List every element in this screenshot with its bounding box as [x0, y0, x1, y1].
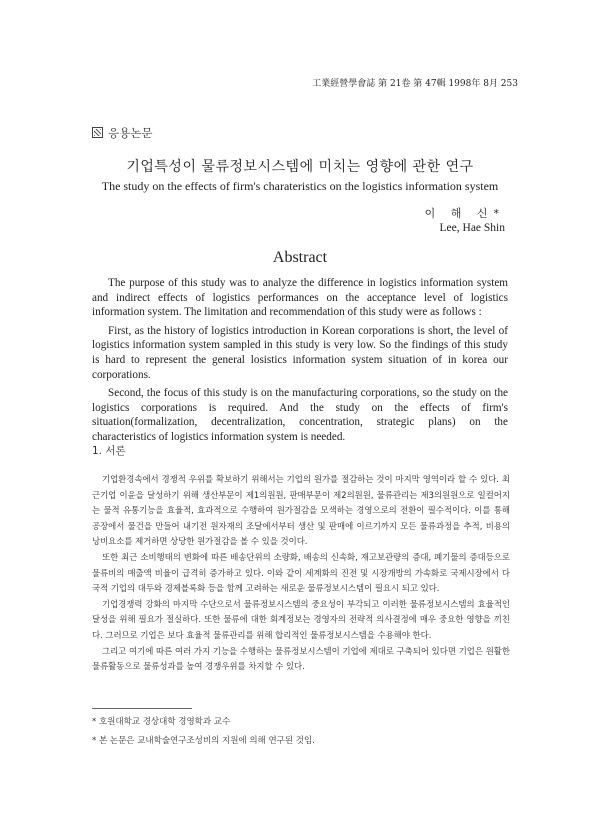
footnote: * 호원대학교 경상대학 경영학과 교수	[92, 717, 231, 727]
abstract-paragraph: First, as the history of logistics introduction in Korean corporations is short, the level of logistics information system sampled in this study is very low. So the findings of this study is hard to represent the general losistics information system situation of in korea our corporations.	[92, 324, 508, 381]
body-paragraph: 기업경쟁력 강화의 마지막 수단으로서 물류정보시스템의 중요성이 부각되고 이러한 물류정보시스템의 효율적인 달성을 위해 필요가 절실하다. 또한 물류에 대한 회계정보는 경영자의 전략적 의사결정에 매우 중요한 영향을 끼친다. 그러므로 기업은 보다 효율적 물류관리를 위해 합리적인 물류정보시스템을 수용해야 한다.	[92, 598, 510, 640]
checkbox-icon	[92, 127, 103, 138]
title-english: The study on the effects of firm's charateristics on the logistics information system	[101, 179, 499, 193]
abstract-paragraph: Second, the focus of this study is on the manufacturing corporations, so the study on the logistics corporations is required. And the study on the effects of firm's situation(formalization, decentralization, concentration, strategic plans) on the characteristics of logistics information system is needed.	[92, 387, 508, 443]
abstract-paragraph: The purpose of this study was to analyze the difference in logistics information system and indirect effects of logistics performances on the acceptance level of logistics information system. The limitation and recommendation of this study were as follows :	[92, 277, 508, 319]
running-header: 工業經營學會誌 第 21卷 第 47輯 1998年 8月 253	[312, 79, 518, 89]
abstract-body	[92, 276, 508, 449]
abstract-heading: Abstract	[272, 249, 328, 266]
footnotes	[92, 713, 315, 751]
footnote-divider	[92, 708, 192, 709]
section-tag	[92, 125, 152, 141]
body-paragraph: 또한 최근 소비행태의 변화에 따른 배송단위의 소량화, 배송의 신속화, 재고보관량의 증대, 폐기물의 증대등으로 물류비의 매출액 비율이 급격히 증가하고 있다. 이와 같이 세계화의 진전 및 시장개방의 가속화로 국제시장에서 다국적 기업의 대두와 경제블록화 등을 함께 고려하는 새로운 물류정보시스템이 필요시 되고 있다.	[92, 551, 510, 594]
body-paragraph: 그리고 여기에 따른 여러 가지 기능을 수행하는 물류정보시스템이 기업에 제대로 구축되어 있다면 기업은 원활한 물류활동으로 물류성과를 높여 경쟁우위를 차지할 수 있다.	[92, 645, 510, 672]
section-heading: 1. 서론	[92, 445, 126, 457]
author-english: Lee, Hae Shin	[439, 222, 505, 234]
section-tag-label: 응용논문	[108, 126, 153, 140]
body-text	[92, 472, 510, 675]
author-korean: 이 해 신*	[424, 207, 505, 220]
footnote: * 본 논문은 교내학술연구조성비의 지원에 의해 연구된 것임.	[92, 736, 315, 746]
title-korean: 기업특성이 물류정보시스템에 미치는 영향에 관한 연구	[126, 159, 474, 175]
body-paragraph: 기업환경속에서 경쟁적 우위를 확보하기 위해서는 기업의 원가를 절감하는 것이 마지막 영역이라 할 수 있다. 최근기업 이윤을 달성하기 위해 생산부문이 제1의원원, 판매부문이 제2의원원, 물류관리는 제3의원원으로 일컬어지는 물적 유통기능을 효율적, 효과적으로 수행하여 원가절감을 모색하는 경영으로의 전환이 필수적이다. 이를 통해 공장에서 물건을 만들어 내기전 원자재의 조달에서부터 생산 및 판매에 이르기까지 모든 물류과정을 추적, 비용의 낭비요소를 제거하면 상당한 원가절감을 볼 수 있을 것이다.	[92, 474, 510, 547]
